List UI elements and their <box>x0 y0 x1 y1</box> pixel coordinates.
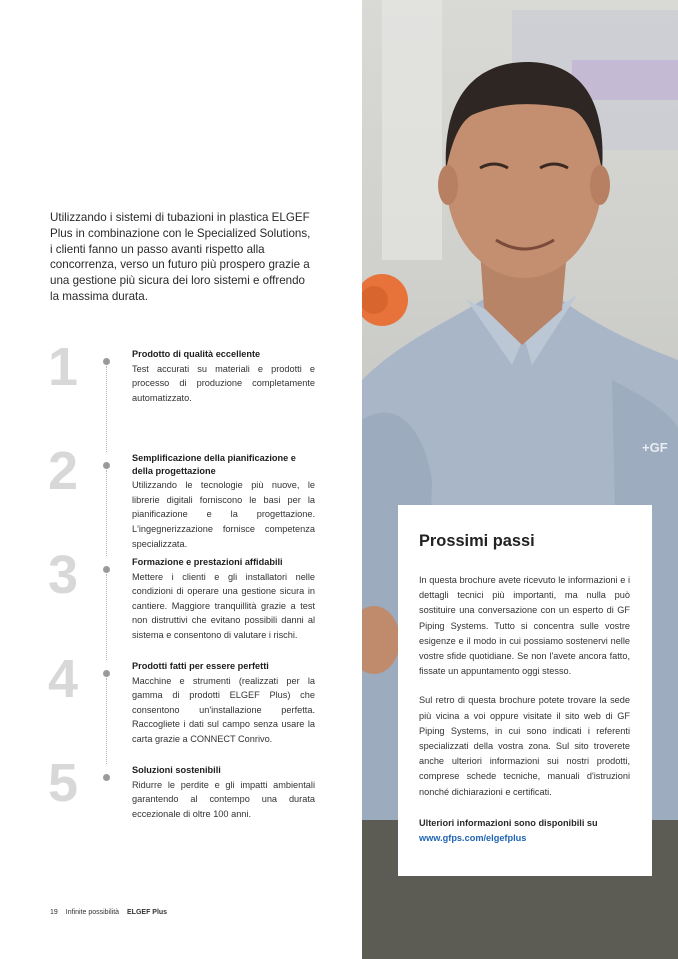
step-body: Utilizzando le tecnologie più nuove, le librerie digitali forniscono le basi per la pianificazione e la progettazione. L'ingegnerizzazione fornisce competenza specializzata. <box>132 480 315 549</box>
step-dot <box>103 670 110 677</box>
step-body: Test accurati su materiali e prodotti e processo di produzione completamente automatizzato. <box>132 363 315 403</box>
website-link[interactable]: www.gfps.com/elgefplus <box>419 832 527 843</box>
step-connector <box>106 574 107 660</box>
step-title: Soluzioni sostenibili <box>132 765 221 775</box>
step-body: Ridurre le perdite e gli impatti ambientali garantendo al contempo una durata eccezionale di oltre 100 anni. <box>132 779 315 819</box>
step-content <box>132 556 315 643</box>
footer-brand: ELGEF Plus <box>127 909 168 916</box>
next-steps-paragraph: Sul retro di questa brochure potete trovare la sede più vicina a voi oppure visitate il sito web di GF Piping Systems, in cui sono indicati i referenti specializzati della vostra zona. Sul sito troverete anche ulteriori informazioni sui nostri prodotti, comprese schede tecniche, manuali d'istruzioni nonché dichiarazioni e certificati. <box>419 695 630 797</box>
step-body: Mettere i clienti e gli installatori nelle condizioni di operare una gestione sicura in cantiere. Maggiore tranquillità grazie a test non distruttivi che evitano possibili danni al sistema e consentono di valutare i rischi. <box>132 571 315 640</box>
step-content <box>132 452 315 551</box>
step-number: 3 <box>48 545 79 605</box>
step-dot <box>103 358 110 365</box>
next-steps-title: Prossimi passi <box>419 532 535 550</box>
step-title: Semplificazione della pianificazione e della progettazione <box>132 453 296 476</box>
step-dot <box>103 462 110 469</box>
step-number: 4 <box>48 649 79 709</box>
step-title: Prodotti fatti per essere perfetti <box>132 661 269 671</box>
page-number: 19 <box>50 909 58 916</box>
step-dot <box>103 774 110 781</box>
next-steps-paragraph: In questa brochure avete ricevuto le informazioni e i dettagli tecnici più importanti, ma nulla può sostituire una conversazione con un esperto di GF Piping Systems. Tutto si concentra sulle vostre esigenze e il modo in cui possiamo sostenervi nelle vostre sfide quotidiane. Se non l'avete ancora fatto, fissate un appuntamento oggi stesso. <box>419 575 630 677</box>
page-footer <box>50 908 173 918</box>
step-number: 1 <box>48 337 79 397</box>
step-title: Prodotto di qualità eccellente <box>132 349 261 359</box>
step-number: 2 <box>48 441 79 501</box>
step-content <box>132 348 315 405</box>
step-connector <box>106 366 107 452</box>
step-connector <box>106 678 107 764</box>
step-number: 5 <box>48 753 79 813</box>
shirt-logo: +GF <box>642 440 668 455</box>
step-content <box>132 764 315 821</box>
step-body: Macchine e strumenti (realizzati per la gamma di prodotti ELGEF Plus) che consentono un'installazione perfetta. Raccogliete i dati sul campo senza usare la carta grazie a CONNECT Conrivo. <box>132 675 315 744</box>
intro-text: Utilizzando i sistemi di tubazioni in plastica ELGEF Plus in combinazione con le Specialized Solutions, i clienti fanno un passo avanti rispetto alla concorrenza, verso un futuro più prospero grazie a una gestione più sicura dei loro sistemi e offrendo la massima durata. <box>50 211 311 303</box>
step-dot <box>103 566 110 573</box>
step-connector <box>106 470 107 556</box>
footer-section: Infinite possibilità <box>65 909 120 916</box>
step-content <box>132 660 315 747</box>
more-info-label: Ulteriori informazioni sono disponibili su <box>419 817 598 828</box>
step-title: Formazione e prestazioni affidabili <box>132 557 283 567</box>
next-steps-box <box>398 505 652 876</box>
